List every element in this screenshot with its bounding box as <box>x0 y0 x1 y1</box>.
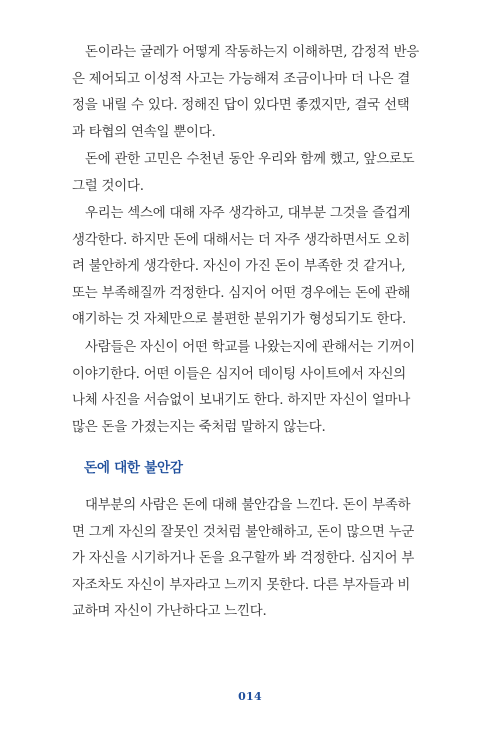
text-line: 가 자신을 시기하거나 돈을 요구할까 봐 걱정한다. 심지어 부 <box>72 551 415 567</box>
paragraph <box>72 493 430 626</box>
text-line: 이야기한다. 어떤 이들은 심지어 데이팅 사이트에서 자신의 <box>72 366 407 382</box>
text-line: 려 불안하게 생각한다. 자신이 가진 돈이 부족한 것 같거나, <box>72 259 406 275</box>
paragraph <box>72 201 430 334</box>
text-line: 과 타협의 연속일 뿐이다. <box>72 124 216 140</box>
text-line: 돈에 관한 고민은 수천년 동안 우리와 함께 했고, 앞으로도 <box>85 152 415 167</box>
text-line: 돈이라는 굴레가 어떻게 작동하는지 이해하면, 감정적 반응 <box>85 45 420 60</box>
text-line: 교하며 자신이 가난하다고 느낀다. <box>72 604 267 620</box>
text-line: 얘기하는 것 자체만으로 불편한 분위기가 형성되기도 한다. <box>72 312 407 328</box>
text-line: 우리는 섹스에 대해 자주 생각하고, 대부분 그것을 즐겁게 <box>85 206 411 221</box>
text-line: 그럴 것이다. <box>72 178 144 194</box>
text-line: 은 제어되고 이성적 사고는 가능해져 조금이나마 더 나은 결 <box>72 71 411 87</box>
text-line: 나체 사진을 서슴없이 보내기도 한다. 하지만 자신이 얼마나 <box>72 393 411 409</box>
text-line: 생각한다. 하지만 돈에 대해서는 더 자주 생각하면서도 오히 <box>72 232 411 248</box>
text-line: 면 그게 자신의 잘못인 것처럼 불안해하고, 돈이 많으면 누군 <box>72 524 415 540</box>
text-line: 많은 돈을 가졌는지는 죽처럼 말하지 않는다. <box>72 419 326 435</box>
section-heading: 돈에 대한 불안감 <box>84 460 183 476</box>
page-number: 014 <box>238 690 262 703</box>
text-line: 자조차도 자신이 부자라고 느끼지 못한다. 다른 부자들과 비 <box>72 577 411 593</box>
text-line: 정을 내릴 수 있다. 정해진 답이 있다면 좋겠지만, 결국 선택 <box>72 98 410 114</box>
paragraph <box>72 40 430 146</box>
paragraph <box>72 147 430 200</box>
paragraph <box>72 335 430 441</box>
text-line: 대부분의 사람은 돈에 대해 불안감을 느낀다. 돈이 부족하 <box>85 498 411 513</box>
text-line: 또는 부족해질까 걱정한다. 심지어 어떤 경우에는 돈에 관해 <box>72 285 411 301</box>
text-line: 사람들은 자신이 어떤 학교를 나왔는지에 관해서는 기꺼이 <box>85 340 415 355</box>
